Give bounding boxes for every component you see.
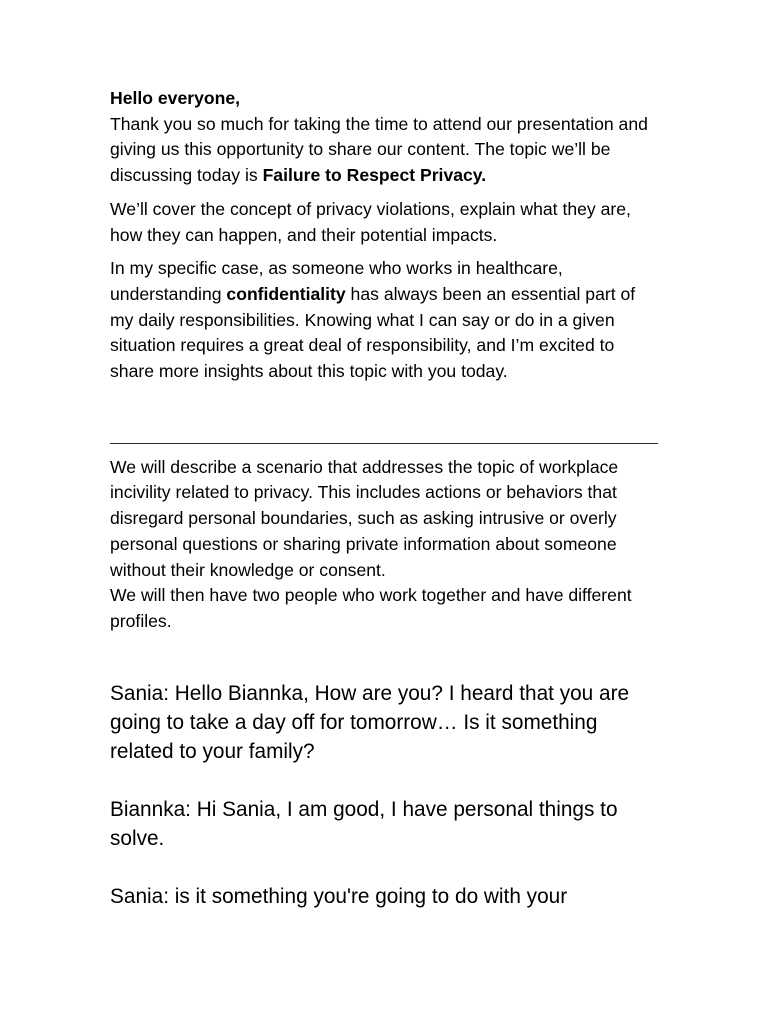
dialogue-line: Sania: Hello Biannka, How are you? I heard that you are going to take a day off for tomorrow… Is it something related to your family?	[110, 681, 630, 763]
section-divider	[110, 443, 658, 444]
dialogue-line: Sania: is it something you're going to do with your	[110, 884, 568, 908]
intro-text: Thank you so much for taking the time to attend our presentation and giving us this opportunity to share our content. The topic we’ll be discussing today is	[110, 113, 648, 186]
healthcare-text-start: In my specific case, as someone who works in healthcare, understanding	[110, 258, 563, 304]
document-page	[110, 86, 660, 911]
greeting-heading: Hello everyone,	[110, 88, 241, 108]
healthcare-paragraph	[110, 256, 660, 385]
scenario-paragraph: We will describe a scenario that addresses the topic of workplace incivility related to privacy. This includes actions or behaviors that disregard personal boundaries, such as asking intrusive or overly personal questions or sharing private information about someone without their knowledge or consent.	[110, 456, 619, 580]
profiles-paragraph: We will then have two people who work together and have different profiles.	[110, 585, 632, 631]
confidentiality-term: confidentiality	[226, 283, 346, 304]
topic-title: Failure to Respect Privacy.	[262, 165, 487, 186]
dialogue-line: Biannka: Hi Sania, I am good, I have personal things to solve.	[110, 797, 618, 850]
healthcare-text-end: has always been an essential part of my daily responsibilities. Knowing what I can say or do in a given situation requires a great deal of responsibility, and I’m excited to share more insights about this topic with you today.	[110, 283, 636, 382]
intro-paragraph	[110, 112, 660, 189]
overview-paragraph: We’ll cover the concept of privacy violations, explain what they are, how they can happen, and their potential impacts.	[110, 198, 631, 245]
